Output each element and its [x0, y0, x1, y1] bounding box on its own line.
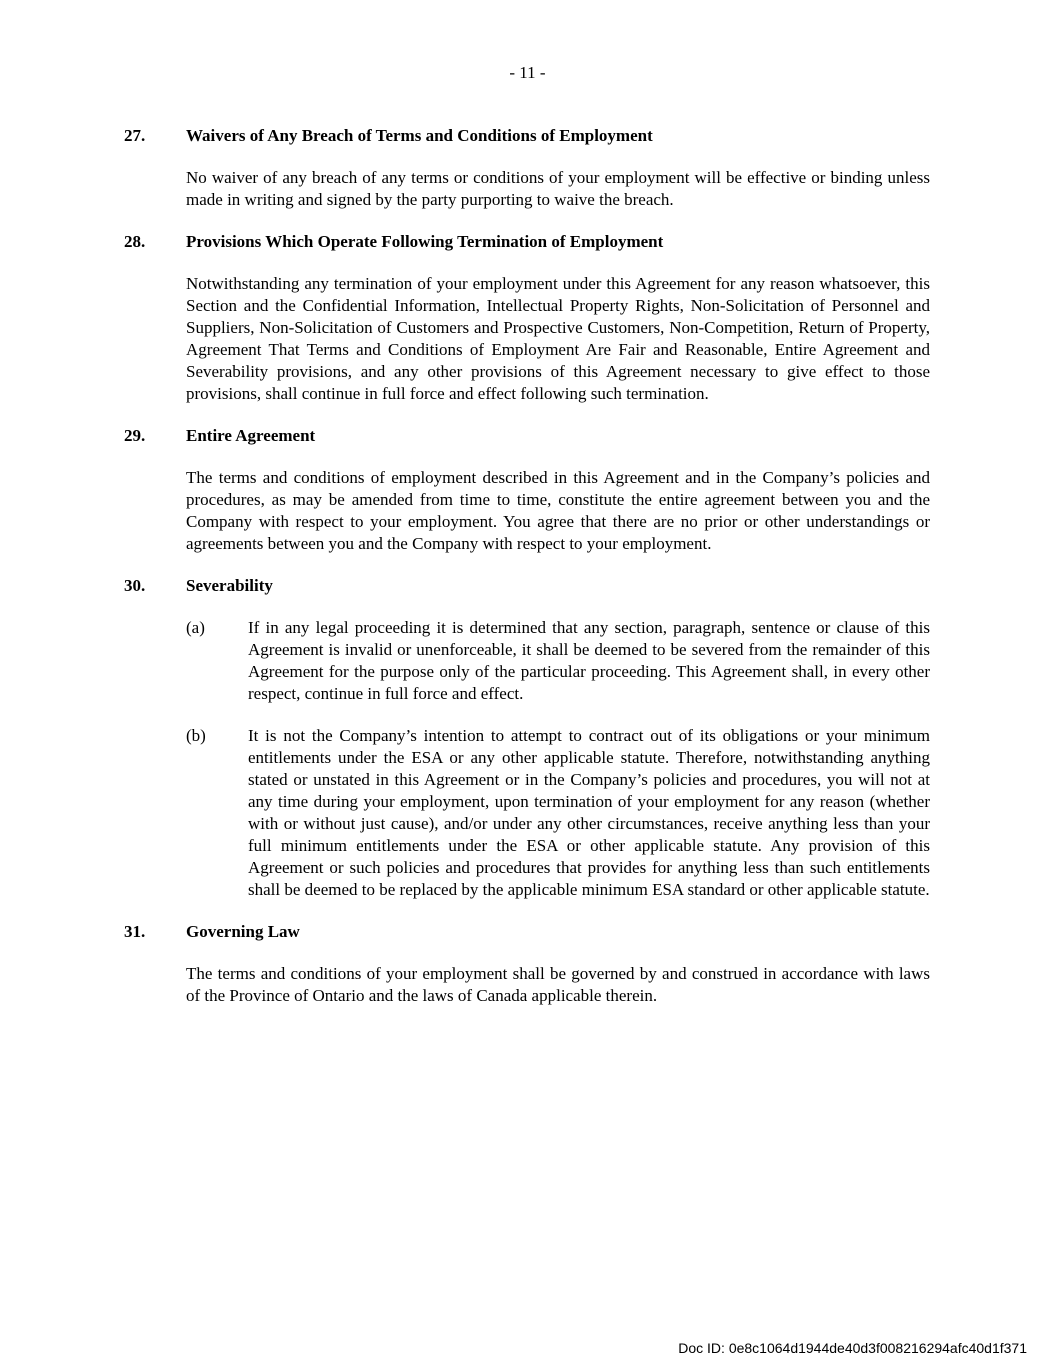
- section-heading: [124, 231, 930, 253]
- section-text: The terms and conditions of employment described in this Agreement and in the Company’s policies and procedures, as may be amended from time to time, constitute the entire agreement between you and the Company with respect to your employment. You agree that there are no prior or other understandings or agreements between you and the Company with respect to your employment.: [186, 468, 930, 553]
- doc-id: Doc ID: 0e8c1064d1944de40d3f008216294afc40d1f371: [678, 1340, 1027, 1356]
- section-text: The terms and conditions of your employment shall be governed by and construed in accordance with laws of the Province of Ontario and the laws of Canada applicable therein.: [186, 964, 930, 1005]
- section-27: [124, 125, 930, 211]
- subsection-a: [186, 617, 930, 705]
- section-text: No waiver of any breach of any terms or conditions of your employment will be effective or binding unless made in writing and signed by the party purporting to waive the breach.: [186, 168, 930, 209]
- document-body: [124, 125, 930, 1027]
- section-title: Severability: [186, 576, 273, 595]
- section-heading: [124, 575, 930, 597]
- section-heading: [124, 425, 930, 447]
- section-number: 29.: [124, 426, 146, 445]
- section-28: [124, 231, 930, 405]
- subsection-text: It is not the Company’s intention to attempt to contract out of its obligations or your minimum entitlements under the ESA or any other applicable statute. Therefore, notwithstanding anything stated or unstated in this Agreement or in the Company’s policies and procedures, you will not at any time during your employment, upon termination of your employment for any reason (whether with or without just cause), and/or under any other circumstances, receive anything less than your full minimum entitlements under the ESA or other applicable statute. Any provision of this Agreement or such policies and procedures that provides for anything less than such entitlements shall be deemed to be replaced by the applicable minimum ESA standard or other applicable statute.: [248, 726, 930, 899]
- section-title: Waivers of Any Breach of Terms and Conditions of Employment: [186, 126, 653, 145]
- section-number: 27.: [124, 126, 146, 145]
- section-heading: [124, 921, 930, 943]
- section-30: [124, 575, 930, 901]
- section-title: Governing Law: [186, 922, 300, 941]
- section-heading: [124, 125, 930, 147]
- section-31: [124, 921, 930, 1007]
- page-number: - 11 -: [509, 63, 546, 82]
- section-text: Notwithstanding any termination of your employment under this Agreement for any reason whatsoever, this Section and the Confidential Information, Intellectual Property Rights, Non-Solicitation of Personnel and Suppliers, Non-Solicitation of Customers and Prospective Customers, Non-Competition, Return of Property, Agreement That Terms and Conditions of Employment Are Fair and Reasonable, Entire Agreement and Severability provisions, and any other provisions of this Agreement necessary to give effect to those provisions, shall continue in full force and effect following such termination.: [186, 274, 930, 403]
- section-29: [124, 425, 930, 555]
- section-title: Provisions Which Operate Following Termination of Employment: [186, 232, 664, 251]
- subsection-label: (b): [186, 726, 206, 745]
- subsection-b: [186, 725, 930, 901]
- section-number: 28.: [124, 232, 146, 251]
- subsection-text: If in any legal proceeding it is determined that any section, paragraph, sentence or clause of this Agreement is invalid or unenforceable, it shall be deemed to be severed from the remainder of this Agreement for the purpose only of the particular proceeding. This Agreement shall, in every other respect, continue in full force and effect.: [248, 618, 930, 703]
- section-title: Entire Agreement: [186, 426, 316, 445]
- section-number: 30.: [124, 576, 146, 595]
- section-number: 31.: [124, 922, 146, 941]
- subsection-label: (a): [186, 618, 205, 637]
